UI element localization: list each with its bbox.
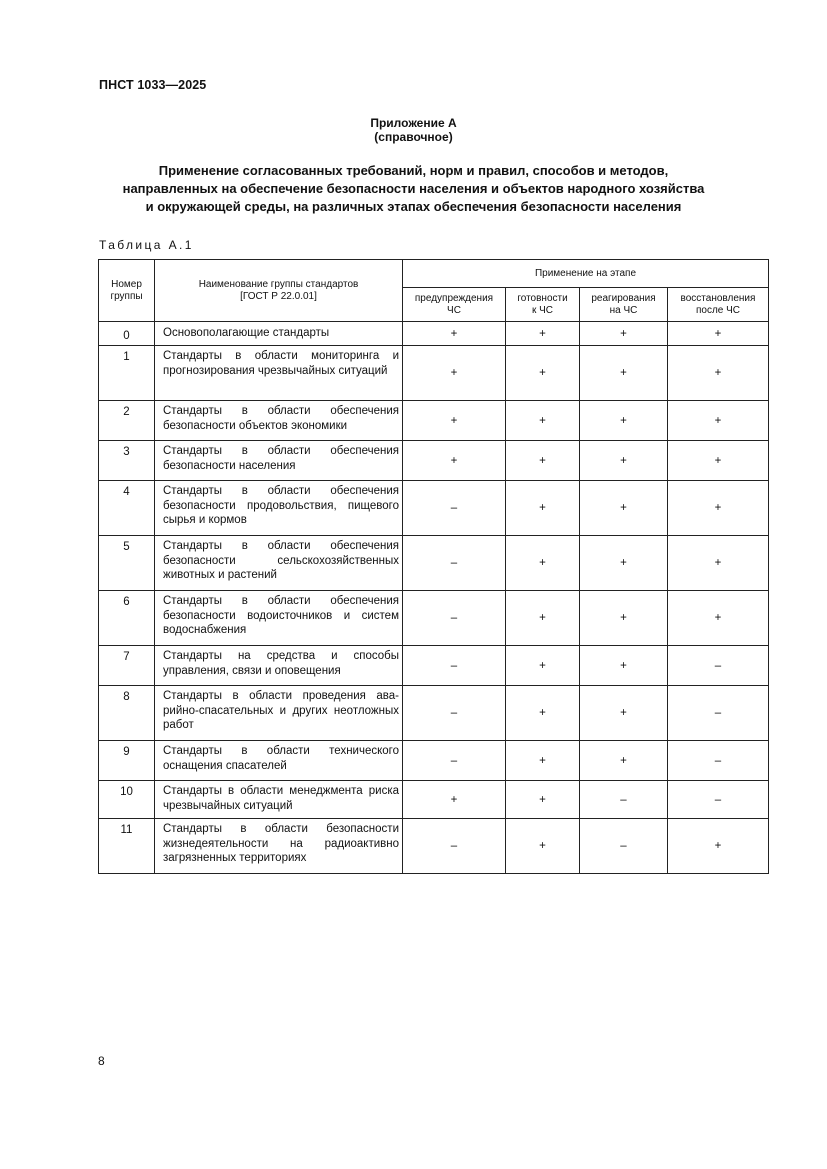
- stage-mark-recovery: +: [668, 346, 769, 401]
- group-name: Стандарты в области технического оснащения спасателей: [155, 741, 403, 781]
- stage-mark-recovery: –: [668, 781, 769, 819]
- group-name: Стандарты в области обеспечения безопасности сельскохозяйственных животных и растений: [155, 536, 403, 591]
- stage-mark-recovery: +: [668, 536, 769, 591]
- group-name: Стандарты в области обеспечения безопасности объектов экономики: [155, 401, 403, 441]
- stage-mark-response: +: [580, 686, 668, 741]
- stage-mark-prevention: –: [403, 591, 506, 646]
- stage-mark-recovery: –: [668, 741, 769, 781]
- stage-mark-prevention: +: [403, 781, 506, 819]
- stage-mark-prevention: +: [403, 401, 506, 441]
- stage-mark-readiness: +: [506, 781, 580, 819]
- group-number: 7: [99, 646, 155, 686]
- group-name: Стандарты на средства и способы управления, связи и оповещения: [155, 646, 403, 686]
- stage-mark-response: –: [580, 781, 668, 819]
- column-header-recovery: восстановления после ЧС: [668, 288, 769, 322]
- stage-mark-response: +: [580, 591, 668, 646]
- column-header-name: Наименование группы стандартов [ГОСТ Р 22.0.01]: [155, 260, 403, 322]
- document-code: ПНСТ 1033—2025: [99, 78, 207, 92]
- table-row: [99, 819, 769, 874]
- stage-mark-readiness: +: [506, 819, 580, 874]
- heading-line: Применение согласованных требований, норм и правил, способов и методов,: [158, 163, 669, 178]
- group-number: 10: [99, 781, 155, 819]
- column-header-readiness: готовности к ЧС: [506, 288, 580, 322]
- standards-table: [98, 259, 769, 874]
- group-number: 8: [99, 686, 155, 741]
- table-row: [99, 646, 769, 686]
- stage-mark-recovery: –: [668, 646, 769, 686]
- group-name: Стандарты в области безопасности жизнедеятельности на радиоактивно загрязненных территориях: [155, 819, 403, 874]
- stage-mark-prevention: +: [403, 322, 506, 346]
- column-header-response: реагирования на ЧС: [580, 288, 668, 322]
- column-header-prevention: предупреждения ЧС: [403, 288, 506, 322]
- page-number: 8: [98, 1054, 105, 1068]
- stage-mark-recovery: +: [668, 322, 769, 346]
- stage-mark-recovery: +: [668, 819, 769, 874]
- group-number: 9: [99, 741, 155, 781]
- group-name: Стандарты в области менеджмента риска чрезвычайных ситуаций: [155, 781, 403, 819]
- stage-mark-recovery: +: [668, 481, 769, 536]
- heading-line: направленных на обеспечение безопасности населения и объектов народного хозяйства: [122, 181, 705, 196]
- appendix-heading: [60, 162, 767, 216]
- stage-mark-response: +: [580, 536, 668, 591]
- appendix-title: [0, 116, 827, 144]
- stage-mark-response: +: [580, 481, 668, 536]
- table-row: [99, 401, 769, 441]
- stage-mark-recovery: +: [668, 441, 769, 481]
- table-row: [99, 441, 769, 481]
- group-name: Стандарты в области проведения аварийно-спасательных и других неотложных работ: [155, 686, 403, 741]
- stage-mark-readiness: +: [506, 346, 580, 401]
- group-name: Стандарты в области мониторинга и прогнозирования чрезвычайных ситуаций: [155, 346, 403, 401]
- appendix-label: Приложение А: [370, 116, 457, 130]
- stage-mark-prevention: –: [403, 686, 506, 741]
- table-caption: Таблица А.1: [99, 238, 194, 252]
- table-row: [99, 781, 769, 819]
- stage-mark-response: –: [580, 819, 668, 874]
- stage-mark-recovery: –: [668, 686, 769, 741]
- group-number: 1: [99, 346, 155, 401]
- group-number: 5: [99, 536, 155, 591]
- group-number: 0: [99, 322, 155, 346]
- stage-mark-recovery: +: [668, 591, 769, 646]
- stage-mark-recovery: +: [668, 401, 769, 441]
- group-number: 6: [99, 591, 155, 646]
- stage-mark-prevention: –: [403, 481, 506, 536]
- group-name: Стандарты в области обеспечения безопасности продовольствия, пищевого сырья и кормов: [155, 481, 403, 536]
- stage-mark-prevention: +: [403, 441, 506, 481]
- appendix-status: (справочное): [374, 130, 453, 144]
- table-row: [99, 591, 769, 646]
- group-name: Стандарты в области обеспечения безопасности водоисточников и систем водоснабжения: [155, 591, 403, 646]
- group-number: 2: [99, 401, 155, 441]
- stage-mark-response: +: [580, 741, 668, 781]
- stage-mark-readiness: +: [506, 441, 580, 481]
- stage-mark-response: +: [580, 346, 668, 401]
- stage-mark-response: +: [580, 441, 668, 481]
- stage-mark-readiness: +: [506, 686, 580, 741]
- group-number: 11: [99, 819, 155, 874]
- stage-mark-readiness: +: [506, 646, 580, 686]
- column-header-number: Номер группы: [99, 260, 155, 322]
- table-row: [99, 481, 769, 536]
- table-row: [99, 322, 769, 346]
- stage-mark-readiness: +: [506, 536, 580, 591]
- table-row: [99, 741, 769, 781]
- stage-mark-readiness: +: [506, 401, 580, 441]
- group-name: Основополагающие стандарты: [155, 322, 403, 346]
- group-number: 4: [99, 481, 155, 536]
- stage-mark-prevention: –: [403, 741, 506, 781]
- group-number: 3: [99, 441, 155, 481]
- stage-mark-response: +: [580, 322, 668, 346]
- stage-mark-prevention: –: [403, 819, 506, 874]
- table-row: [99, 536, 769, 591]
- stage-mark-readiness: +: [506, 591, 580, 646]
- table-row: [99, 686, 769, 741]
- group-name: Стандарты в области обеспечения безопасности населения: [155, 441, 403, 481]
- stage-mark-prevention: –: [403, 646, 506, 686]
- column-header-stage: Применение на этапе: [403, 260, 769, 288]
- stage-mark-response: +: [580, 646, 668, 686]
- stage-mark-prevention: –: [403, 536, 506, 591]
- stage-mark-readiness: +: [506, 741, 580, 781]
- stage-mark-prevention: +: [403, 346, 506, 401]
- table-row: [99, 346, 769, 401]
- stage-mark-readiness: +: [506, 322, 580, 346]
- stage-mark-readiness: +: [506, 481, 580, 536]
- stage-mark-response: +: [580, 401, 668, 441]
- heading-line: и окружающей среды, на различных этапах обеспечения безопасности населения: [145, 199, 682, 214]
